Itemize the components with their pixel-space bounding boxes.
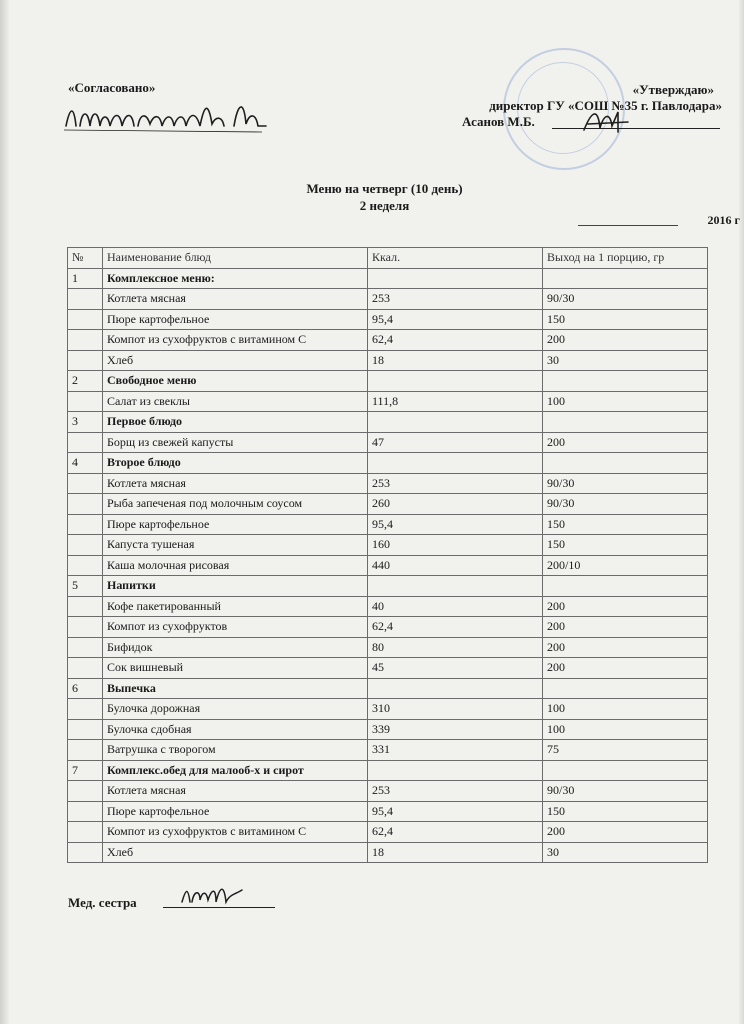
cell-kcal: 160 — [368, 535, 543, 556]
cell-kcal: 95,4 — [368, 801, 543, 822]
cell-kcal: 111,8 — [368, 391, 543, 412]
cell-dish-name: Котлета мясная — [103, 781, 368, 802]
cell-number: 6 — [68, 678, 103, 699]
cell-portion — [543, 453, 708, 474]
director-title: директор ГУ «СОШ №35 г. Павлодара» — [489, 98, 722, 113]
menu-table — [67, 247, 708, 863]
cell-number — [68, 432, 103, 453]
agreed-label: «Согласовано» — [68, 80, 156, 95]
column-header-kcal: Ккал. — [368, 248, 543, 269]
cell-number — [68, 740, 103, 761]
cell-number: 4 — [68, 453, 103, 474]
date-year: 2016 г — [707, 213, 740, 227]
table-row — [68, 658, 708, 679]
cell-dish-name: Кофе пакетированный — [103, 596, 368, 617]
cell-kcal: 62,4 — [368, 617, 543, 638]
cell-portion — [543, 576, 708, 597]
cell-number — [68, 658, 103, 679]
cell-number — [68, 801, 103, 822]
cell-dish-name: Булочка сдобная — [103, 719, 368, 740]
cell-portion: 200 — [543, 330, 708, 351]
cell-portion: 100 — [543, 719, 708, 740]
director-name: Асанов М.Б. — [462, 114, 535, 129]
cell-kcal — [368, 453, 543, 474]
table-row — [68, 801, 708, 822]
cell-number — [68, 514, 103, 535]
table-row-category — [68, 678, 708, 699]
cell-kcal: 62,4 — [368, 330, 543, 351]
menu-title: Меню на четверг (10 день) — [306, 181, 463, 196]
table-row-category — [68, 576, 708, 597]
cell-dish-name: Компот из сухофруктов — [103, 617, 368, 638]
cell-kcal — [368, 268, 543, 289]
cell-dish-name: Котлета мясная — [103, 473, 368, 494]
menu-table-body — [68, 268, 708, 863]
cell-dish-name: Капуста тушеная — [103, 535, 368, 556]
cell-dish-name: Борщ из свежей капусты — [103, 432, 368, 453]
table-row — [68, 432, 708, 453]
table-row — [68, 391, 708, 412]
cell-portion: 150 — [543, 514, 708, 535]
cell-kcal: 260 — [368, 494, 543, 515]
cell-kcal — [368, 412, 543, 433]
cell-dish-name: Каша молочная рисовая — [103, 555, 368, 576]
table-row — [68, 473, 708, 494]
nurse-label: Мед. сестра — [68, 895, 137, 910]
cell-kcal: 95,4 — [368, 514, 543, 535]
cell-number: 3 — [68, 412, 103, 433]
cell-number: 7 — [68, 760, 103, 781]
nurse-signature — [178, 880, 248, 910]
table-row-category — [68, 371, 708, 392]
table-row-category — [68, 268, 708, 289]
cell-number: 5 — [68, 576, 103, 597]
cell-number — [68, 842, 103, 863]
cell-portion — [543, 760, 708, 781]
scan-edge-left — [0, 0, 10, 1024]
cell-portion — [543, 268, 708, 289]
cell-portion: 200 — [543, 617, 708, 638]
cell-number — [68, 309, 103, 330]
cell-dish-name: Комплексное меню: — [103, 268, 368, 289]
table-row-category — [68, 453, 708, 474]
table-row — [68, 740, 708, 761]
table-row — [68, 617, 708, 638]
cell-dish-name: Пюре картофельное — [103, 514, 368, 535]
cell-number — [68, 391, 103, 412]
cell-number — [68, 473, 103, 494]
cell-dish-name: Второе блюдо — [103, 453, 368, 474]
table-row — [68, 596, 708, 617]
cell-number — [68, 535, 103, 556]
agreed-signature — [62, 96, 272, 141]
cell-number — [68, 596, 103, 617]
table-row — [68, 637, 708, 658]
cell-dish-name: Рыба запеченая под молочным соусом — [103, 494, 368, 515]
cell-portion: 90/30 — [543, 494, 708, 515]
cell-portion: 200 — [543, 596, 708, 617]
cell-number — [68, 350, 103, 371]
date-blank-line — [578, 225, 678, 226]
cell-kcal — [368, 760, 543, 781]
table-row-category — [68, 760, 708, 781]
cell-number — [68, 822, 103, 843]
table-row — [68, 535, 708, 556]
table-row — [68, 842, 708, 863]
table-header-row — [68, 248, 708, 269]
cell-kcal: 47 — [368, 432, 543, 453]
cell-portion: 150 — [543, 309, 708, 330]
cell-kcal: 253 — [368, 781, 543, 802]
cell-portion: 100 — [543, 391, 708, 412]
cell-portion — [543, 678, 708, 699]
cell-dish-name: Булочка дорожная — [103, 699, 368, 720]
cell-number: 2 — [68, 371, 103, 392]
menu-week: 2 неделя — [359, 198, 410, 213]
cell-portion: 200 — [543, 432, 708, 453]
cell-kcal: 18 — [368, 842, 543, 863]
cell-portion: 90/30 — [543, 781, 708, 802]
cell-dish-name: Хлеб — [103, 842, 368, 863]
cell-number — [68, 637, 103, 658]
cell-dish-name: Сок вишневый — [103, 658, 368, 679]
cell-kcal — [368, 678, 543, 699]
cell-dish-name: Выпечка — [103, 678, 368, 699]
table-row — [68, 719, 708, 740]
cell-dish-name: Компот из сухофруктов с витамином С — [103, 330, 368, 351]
cell-dish-name: Хлеб — [103, 350, 368, 371]
cell-dish-name: Свободное меню — [103, 371, 368, 392]
table-row — [68, 289, 708, 310]
cell-portion: 75 — [543, 740, 708, 761]
table-row — [68, 350, 708, 371]
cell-number — [68, 555, 103, 576]
cell-number: 1 — [68, 268, 103, 289]
cell-number — [68, 494, 103, 515]
cell-kcal — [368, 371, 543, 392]
table-row-category — [68, 412, 708, 433]
scan-edge-right — [738, 0, 744, 1024]
cell-dish-name: Бифидок — [103, 637, 368, 658]
table-row — [68, 822, 708, 843]
cell-dish-name: Салат из свеклы — [103, 391, 368, 412]
cell-portion: 200/10 — [543, 555, 708, 576]
cell-dish-name: Ватрушка с творогом — [103, 740, 368, 761]
cell-number — [68, 330, 103, 351]
cell-kcal: 62,4 — [368, 822, 543, 843]
cell-dish-name: Компот из сухофруктов с витамином С — [103, 822, 368, 843]
column-header-portion: Выход на 1 порцию, гр — [543, 248, 708, 269]
cell-portion: 150 — [543, 535, 708, 556]
cell-portion — [543, 371, 708, 392]
cell-kcal: 339 — [368, 719, 543, 740]
cell-kcal: 95,4 — [368, 309, 543, 330]
cell-portion: 30 — [543, 350, 708, 371]
cell-kcal: 45 — [368, 658, 543, 679]
director-signature — [578, 106, 638, 136]
cell-kcal: 440 — [368, 555, 543, 576]
cell-dish-name: Пюре картофельное — [103, 801, 368, 822]
cell-number — [68, 719, 103, 740]
table-row — [68, 555, 708, 576]
approve-label: «Утверждаю» — [632, 82, 714, 97]
cell-portion: 200 — [543, 637, 708, 658]
cell-kcal: 253 — [368, 473, 543, 494]
cell-kcal: 40 — [368, 596, 543, 617]
cell-kcal: 253 — [368, 289, 543, 310]
cell-number — [68, 617, 103, 638]
cell-kcal: 80 — [368, 637, 543, 658]
cell-number — [68, 699, 103, 720]
cell-portion: 150 — [543, 801, 708, 822]
table-row — [68, 309, 708, 330]
table-row — [68, 699, 708, 720]
cell-kcal: 331 — [368, 740, 543, 761]
cell-dish-name: Комплекс.обед для малооб-х и сирот — [103, 760, 368, 781]
cell-portion: 90/30 — [543, 473, 708, 494]
column-header-number: № — [68, 248, 103, 269]
column-header-dish: Наименование блюд — [103, 248, 368, 269]
cell-number — [68, 289, 103, 310]
cell-kcal: 18 — [368, 350, 543, 371]
cell-number — [68, 781, 103, 802]
cell-portion: 90/30 — [543, 289, 708, 310]
table-row — [68, 330, 708, 351]
cell-dish-name: Первое блюдо — [103, 412, 368, 433]
cell-kcal — [368, 576, 543, 597]
table-row — [68, 514, 708, 535]
cell-kcal: 310 — [368, 699, 543, 720]
cell-portion: 200 — [543, 658, 708, 679]
cell-portion — [543, 412, 708, 433]
cell-dish-name: Пюре картофельное — [103, 309, 368, 330]
table-row — [68, 494, 708, 515]
table-row — [68, 781, 708, 802]
cell-dish-name: Напитки — [103, 576, 368, 597]
cell-portion: 100 — [543, 699, 708, 720]
cell-dish-name: Котлета мясная — [103, 289, 368, 310]
cell-portion: 30 — [543, 842, 708, 863]
cell-portion: 200 — [543, 822, 708, 843]
